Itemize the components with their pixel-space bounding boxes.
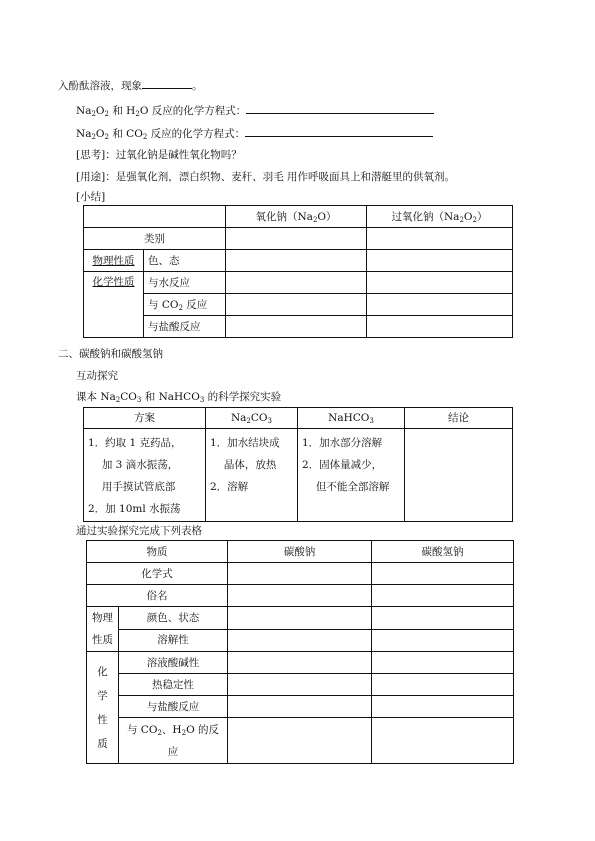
plan-step: 1．约取 1 克药品， xyxy=(88,437,182,449)
with-co2-h2o-label: 与 $CO_2$、$H_2O$ 的反 应 xyxy=(119,718,228,764)
textbook-experiment-line: 课本 $Na_2CO_3$ 和 NaHCO$_3$ 的科学探究实验 xyxy=(76,391,282,404)
conclusion-answer-cell[interactable] xyxy=(405,429,513,522)
common-name-label: 俗名 xyxy=(87,585,228,607)
header-conclusion: 结论 xyxy=(405,408,513,429)
table-row xyxy=(84,316,513,338)
header-sodium-carbonate: 碳酸钠 xyxy=(228,541,372,563)
with-hcl-label: 与盐酸反应 xyxy=(119,696,228,718)
answer-cell[interactable] xyxy=(367,272,513,294)
header-plan: 方案 xyxy=(84,408,206,429)
table-row xyxy=(87,629,514,652)
equation-line-h2o xyxy=(76,103,434,118)
header-substance: 物质 xyxy=(87,541,228,563)
color-state-label: 颜色、状态 xyxy=(119,607,228,630)
answer-cell[interactable] xyxy=(228,585,372,607)
answer-cell[interactable] xyxy=(372,718,514,764)
eq1-sub-2: 2 xyxy=(104,110,109,118)
table-row xyxy=(84,294,513,316)
experiment-table xyxy=(83,407,513,522)
table-row xyxy=(87,652,514,674)
eq1-sub-1: 2 xyxy=(91,110,96,118)
eq1-text-a: Na xyxy=(76,105,92,117)
eq1-sub-3: 2 xyxy=(135,110,140,118)
answer-cell[interactable] xyxy=(226,228,367,250)
eq2-text-c: 和 CO xyxy=(109,128,143,140)
chemical-label-char: 化 xyxy=(97,665,108,678)
answer-cell[interactable] xyxy=(226,316,367,338)
chemical-properties-label xyxy=(87,652,119,764)
eq2-sub-1: 2 xyxy=(91,133,96,141)
color-state-label: 色、态 xyxy=(144,250,226,272)
answer-cell[interactable] xyxy=(367,316,513,338)
alkalinity-label: 溶液酸碱性 xyxy=(119,652,228,674)
equation-blank-co2[interactable] xyxy=(245,126,433,137)
nahco3-observation: 但不能全部溶解 xyxy=(302,481,390,493)
observation-blank[interactable] xyxy=(142,78,192,89)
solubility-label: 溶解性 xyxy=(119,629,228,652)
header-sodium-bicarbonate: 碳酸氢钠 xyxy=(372,541,514,563)
equation-blank-h2o[interactable] xyxy=(246,103,434,114)
eq2-text-a: Na xyxy=(76,128,92,140)
eq1-text-b: O xyxy=(95,105,105,117)
table-row xyxy=(87,585,514,607)
row-category-label: 类别 xyxy=(84,228,226,250)
na2co3-observation: 1．加水结块成 xyxy=(210,437,280,449)
table-row xyxy=(87,563,514,585)
nahco3-observation-cell xyxy=(298,429,405,522)
answer-cell[interactable] xyxy=(226,272,367,294)
chemical-label-char: 质 xyxy=(97,737,108,750)
think-question: [思考]：过氧化钠是碱性氧化物吗？ xyxy=(76,149,242,161)
eq1-text-c: 和 H xyxy=(109,105,136,117)
answer-cell[interactable] xyxy=(372,563,514,585)
plan-step: 用手摸试管底部 xyxy=(88,481,176,493)
physical-label-part: 物理 xyxy=(92,612,113,624)
na2co3-observation: 2．溶解 xyxy=(210,481,249,493)
usage-note: [用途]：是强氧化剂，漂白织物、麦秆、羽毛 用作呼吸面具上和潜艇里的供氧剂。 xyxy=(76,171,456,183)
table1-corner-cell xyxy=(84,206,226,228)
header-nahco3: NaHCO$_3$ xyxy=(298,408,405,429)
table-row xyxy=(84,272,513,294)
plan-step: 2．加 10ml 水振荡 xyxy=(88,503,181,515)
physical-properties-label: 物理性质 xyxy=(84,250,144,272)
eq1-text-d: O 反应的化学方程式： xyxy=(139,105,247,117)
answer-cell[interactable] xyxy=(228,607,372,630)
table-row xyxy=(84,250,513,272)
eq2-sub-3: 2 xyxy=(142,133,148,141)
table-row xyxy=(84,408,513,429)
answer-cell[interactable] xyxy=(372,696,514,718)
answer-cell[interactable] xyxy=(228,629,372,652)
table-row xyxy=(87,541,514,563)
formula-label: 化学式 xyxy=(87,563,228,585)
table-row xyxy=(87,674,514,696)
observation-end: 。 xyxy=(192,80,203,92)
physical-properties-label xyxy=(87,607,119,652)
chemical-properties-label: 化学性质 xyxy=(84,272,144,338)
table-row xyxy=(84,228,513,250)
answer-cell[interactable] xyxy=(226,250,367,272)
observation-text: 入酚酞溶液，现象 xyxy=(58,80,142,92)
eq2-text-b: O xyxy=(95,128,105,140)
answer-cell[interactable] xyxy=(367,294,513,316)
complete-table-instruction: 通过实验探究完成下列表格 xyxy=(76,525,202,537)
na2co3-observation-cell xyxy=(206,429,298,522)
header-sodium-peroxide: 过氧化钠$(Na_2O_2)$ xyxy=(367,206,513,228)
carbonate-comparison-table xyxy=(86,540,514,764)
answer-cell[interactable] xyxy=(228,674,372,696)
chemical-label-char: 性 xyxy=(97,713,108,726)
answer-cell[interactable] xyxy=(228,563,372,585)
nahco3-observation: 1．加水部分溶解 xyxy=(302,437,383,449)
table-row xyxy=(87,696,514,718)
answer-cell[interactable] xyxy=(372,674,514,696)
answer-cell[interactable] xyxy=(372,585,514,607)
answer-cell[interactable] xyxy=(372,607,514,630)
answer-cell[interactable] xyxy=(226,294,367,316)
with-hcl-label: 与盐酸反应 xyxy=(144,316,226,338)
thermal-stability-label: 热稳定性 xyxy=(119,674,228,696)
answer-cell[interactable] xyxy=(372,629,514,652)
answer-cell[interactable] xyxy=(228,696,372,718)
na2co3-observation: 晶体，放热 xyxy=(210,459,277,471)
eq2-sub-2: 2 xyxy=(104,133,109,141)
table-row xyxy=(87,718,514,764)
with-co2-label: 与 $CO_2$ 反应 xyxy=(144,294,226,316)
summary-label: [小结] xyxy=(76,191,106,203)
table-row xyxy=(87,607,514,630)
nahco3-observation: 2．固体量减少， xyxy=(302,459,383,471)
observation-line xyxy=(58,78,203,93)
answer-cell[interactable] xyxy=(372,652,514,674)
with-water-label: 与水反应 xyxy=(144,272,226,294)
interactive-label: 互动探究 xyxy=(76,370,118,382)
header-sodium-oxide: 氧化钠$(Na_2O)$ xyxy=(226,206,367,228)
answer-cell[interactable] xyxy=(228,718,372,764)
eq2-text-d: 反应的化学方程式： xyxy=(147,128,246,140)
plan-cell xyxy=(84,429,206,522)
with-co2-label-tail: 应 xyxy=(167,745,179,758)
plan-step: 加 3 滴水振荡， xyxy=(88,459,179,471)
sodium-oxide-summary-table xyxy=(83,205,513,338)
equation-line-co2 xyxy=(76,126,433,141)
section-title-carbonates: 二、碳酸钠和碳酸氢钠 xyxy=(58,348,163,360)
answer-cell[interactable] xyxy=(367,228,513,250)
table-row xyxy=(84,429,513,522)
chemical-label-char: 学 xyxy=(97,689,108,702)
physical-label-part: 性质 xyxy=(92,634,113,646)
answer-cell[interactable] xyxy=(228,652,372,674)
table-row xyxy=(84,206,513,228)
header-na2co3: $Na_2CO_3$ xyxy=(206,408,298,429)
answer-cell[interactable] xyxy=(367,250,513,272)
